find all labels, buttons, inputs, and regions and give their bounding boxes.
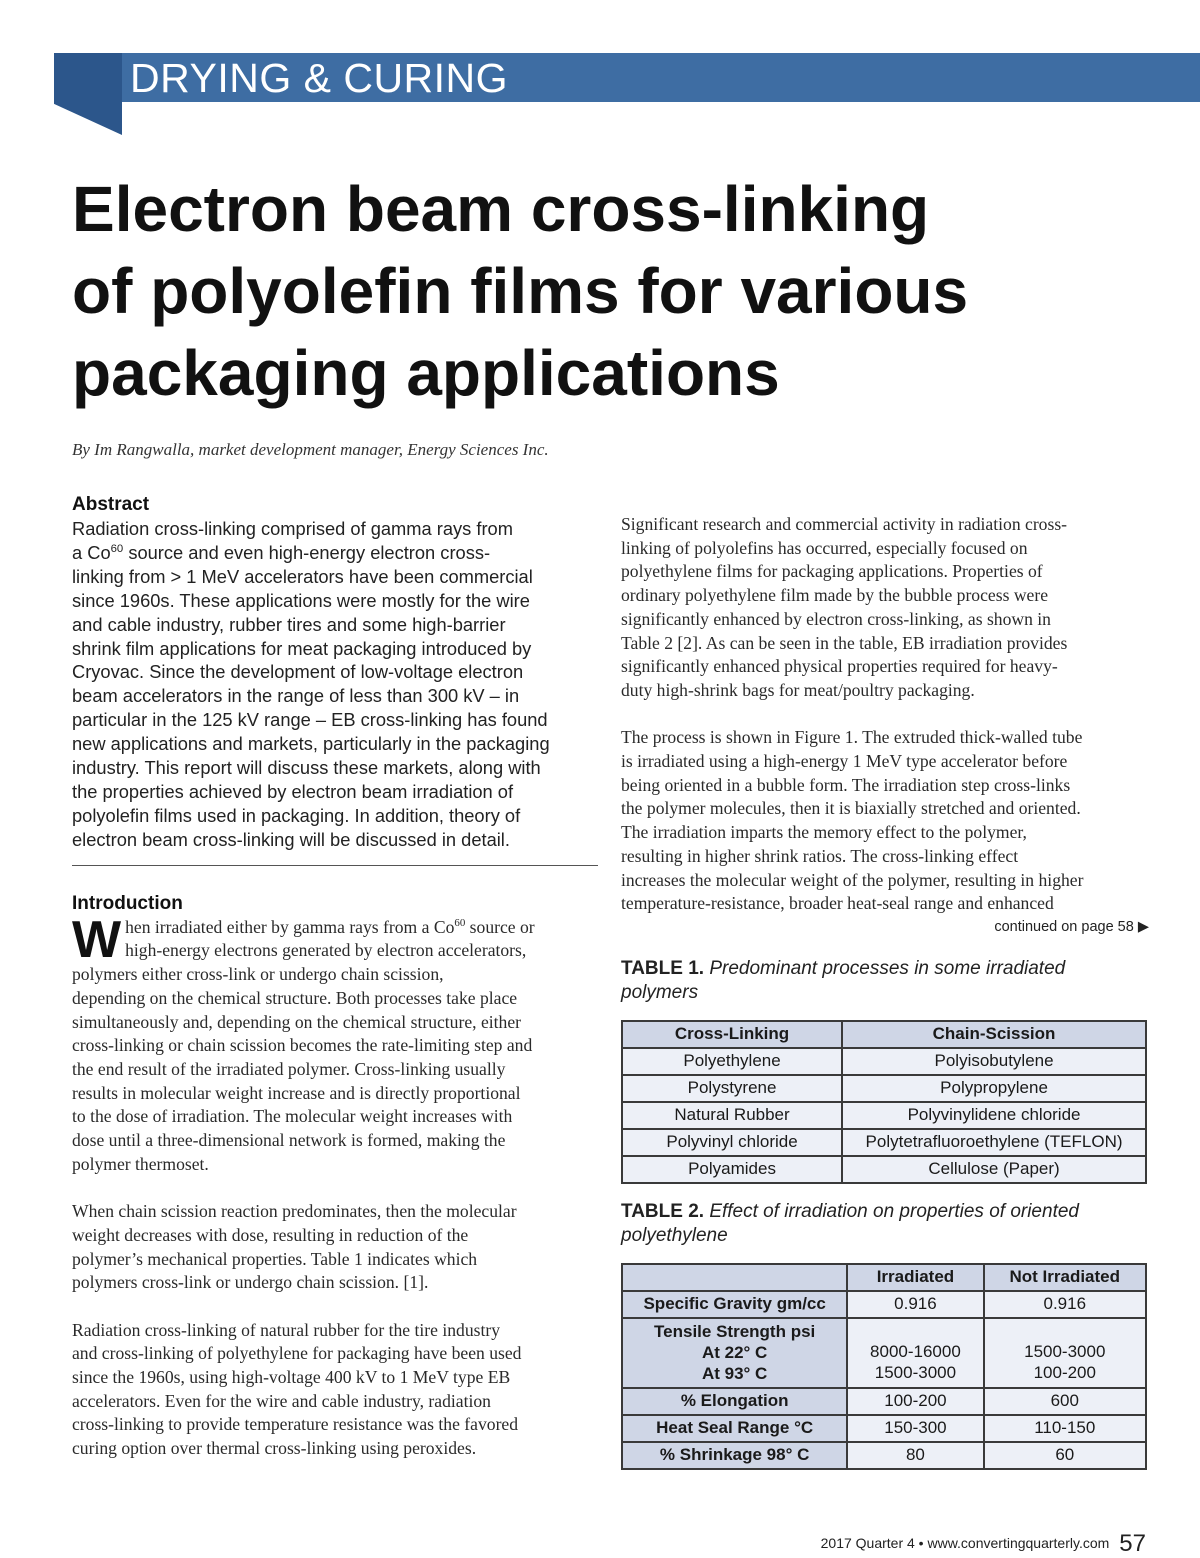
table-header: Cross-Linking <box>622 1021 842 1048</box>
abstract-fragment: source and even high-energy electron cross- <box>123 541 491 563</box>
title-line: Electron beam cross-linking <box>72 173 930 245</box>
abstract-line: new applications and markets, particularly in the packaging <box>72 733 550 755</box>
left-column <box>72 493 600 1461</box>
body-line: polymers either cross-link or undergo chain scission, <box>72 964 444 985</box>
table-cell: 80 <box>847 1442 983 1469</box>
abstract-line: linking from > 1 MeV accelerators have been commercial <box>72 565 533 587</box>
body-line: significantly enhanced physical properties required for heavy- <box>621 656 1058 677</box>
body-line: depending on the chemical structure. Both processes take place <box>72 987 518 1008</box>
body-line: and cross-linking of polyethylene for packaging have been used <box>72 1343 522 1364</box>
abstract-text <box>72 517 600 852</box>
superscript: 60 <box>110 542 124 555</box>
abstract-line: Radiation cross-linking comprised of gamma rays from <box>72 518 513 539</box>
table-cell: Polyethylene <box>622 1048 842 1075</box>
body-line: accelerators. Even for the wire and cable industry, radiation <box>72 1390 491 1411</box>
table-cell: Polystyrene <box>622 1075 842 1102</box>
table2-label: TABLE 2. <box>621 1200 705 1222</box>
page-number: 57 <box>1119 1530 1146 1557</box>
banner-tab-shape <box>54 53 122 135</box>
abstract-line: Cryovac. Since the development of low-voltage electron <box>72 661 524 683</box>
abstract-fragment: a Co <box>72 541 111 563</box>
table-header: Chain-Scission <box>842 1021 1146 1048</box>
abstract-heading: Abstract <box>72 494 150 515</box>
row-label: % Shrinkage 98° C <box>622 1442 847 1469</box>
table1 <box>621 1020 1147 1184</box>
table-cell: 600 <box>984 1388 1146 1415</box>
right-column <box>621 513 1149 1470</box>
table-header: Not Irradiated <box>984 1264 1146 1291</box>
article-title <box>72 168 1072 414</box>
abstract-line: and cable industry, rubber tires and some high-barrier <box>72 613 506 635</box>
table-cell: Polyvinylidene chloride <box>842 1102 1146 1129</box>
body-line: being oriented in a bubble form. The irradiation step cross-links <box>621 774 1071 795</box>
abstract-line <box>72 541 600 565</box>
body-line: dose until a three-dimensional network is formed, making the <box>72 1130 506 1151</box>
body-line: polyethylene films for packaging applications. Properties of <box>621 561 1043 582</box>
body-line: simultaneously and, depending on the chemical structure, either <box>72 1011 521 1032</box>
body-line: increases the molecular weight of the polymer, resulting in higher <box>621 869 1084 890</box>
body-line: polymer’s mechanical properties. Table 1 indicates which <box>72 1248 478 1269</box>
body-line: cross-linking or chain scission becomes the rate-limiting step and <box>72 1035 533 1056</box>
table2-caption-text: polyethylene <box>621 1224 728 1246</box>
table-row <box>622 1129 1146 1156</box>
abstract-line: electron beam cross-linking will be discussed in detail. <box>72 828 510 850</box>
table-row <box>622 1388 1146 1415</box>
table2-caption-text: Effect of irradiation on properties of oriented <box>704 1200 1079 1222</box>
abstract-line: shrink film applications for meat packaging introduced by <box>72 637 532 659</box>
table1-label: TABLE 1. <box>621 957 705 979</box>
introduction-heading: Introduction <box>72 892 183 914</box>
table2-caption <box>621 1200 1149 1248</box>
cell-line: 1500-3000 <box>1024 1341 1106 1361</box>
table1-caption-text: polymers <box>621 981 699 1003</box>
body-line: ordinary polyethylene film made by the bubble process were <box>621 585 1049 606</box>
row-label: Specific Gravity gm/cc <box>622 1291 847 1318</box>
body-line: The irradiation imparts the memory effect to the polymer, <box>621 822 1027 843</box>
row-label-line: At 93° C <box>701 1364 768 1384</box>
abstract-line: since 1960s. These applications were mostly for the wire <box>72 589 530 611</box>
table-cell: Natural Rubber <box>622 1102 842 1129</box>
table-row <box>622 1102 1146 1129</box>
body-line: The process is shown in Figure 1. The extruded thick-walled tube <box>621 727 1083 748</box>
table-row <box>622 1075 1146 1102</box>
table-cell: Polytetrafluoroethylene (TEFLON) <box>842 1129 1146 1156</box>
section-divider <box>72 865 598 866</box>
cell-line: 1500-3000 <box>874 1362 957 1382</box>
cell-line: 8000-16000 <box>870 1341 961 1361</box>
body-line: Significant research and commercial activity in radiation cross- <box>621 514 1068 534</box>
table1-caption-text: Predominant processes in some irradiated <box>704 957 1066 979</box>
page-footer <box>821 1530 1146 1558</box>
superscript: 60 <box>454 916 466 929</box>
table-cell: 150-300 <box>847 1415 983 1442</box>
body-line: is irradiated using a high-energy 1 MeV type accelerator before <box>621 751 1068 772</box>
body-line: high-energy electrons generated by electron accelerators, <box>125 940 527 961</box>
table-cell: Cellulose (Paper) <box>842 1156 1146 1183</box>
table-header-row <box>622 1264 1146 1291</box>
body-line: Radiation cross-linking of natural rubber for the tire industry <box>72 1319 501 1340</box>
body-line: linking of polyolefins has occurred, especially focused on <box>621 537 1028 558</box>
abstract-line: polyolefin films used in packaging. In addition, theory of <box>72 804 521 826</box>
table-cell: Polyisobutylene <box>842 1048 1146 1075</box>
abstract-line: beam accelerators in the range of less than 300 kV – in <box>72 685 520 707</box>
table-row <box>622 1156 1146 1183</box>
section-title: DRYING & CURING <box>130 55 509 101</box>
table-row <box>622 1442 1146 1469</box>
right-body-text <box>621 513 1149 916</box>
cell-line: 100-200 <box>1033 1362 1096 1382</box>
body-line: significantly enhanced by electron cross-linking, as shown in <box>621 608 1051 629</box>
body-line: resulting in higher shrink ratios. The cross-linking effect <box>621 845 1019 866</box>
continued-link[interactable]: continued on page 58 ▶ <box>994 918 1149 935</box>
body-line: results in molecular weight increase and is directly proportional <box>72 1082 521 1103</box>
drop-cap: W <box>72 910 122 969</box>
table-cell: Polypropylene <box>842 1075 1146 1102</box>
table-header-row <box>622 1021 1146 1048</box>
table-row <box>622 1415 1146 1442</box>
body-line: Table 2 [2]. As can be seen in the table, EB irradiation provides <box>621 632 1068 653</box>
table-row <box>622 1048 1146 1075</box>
table-cell: 0.916 <box>984 1291 1146 1318</box>
body-line: to the dose of irradiation. The molecular weight increases with <box>72 1106 513 1127</box>
body-line: cross-linking to provide temperature resistance was the favored <box>72 1414 519 1435</box>
table-cell: 60 <box>984 1442 1146 1469</box>
body-line: the end result of the irradiated polymer. Cross-linking usually <box>72 1058 506 1079</box>
table-cell: Polyvinyl chloride <box>622 1129 842 1156</box>
body-line: duty high-shrink bags for meat/poultry packaging. <box>621 679 975 700</box>
row-label-line: Tensile Strength psi <box>654 1322 816 1342</box>
abstract-line: particular in the 125 kV range – EB cross-linking has found <box>72 709 548 731</box>
table2 <box>621 1263 1147 1470</box>
body-fragment: source or <box>465 916 535 937</box>
body-fragment: hen irradiated either by gamma rays from a Co <box>125 916 455 937</box>
body-line: since the 1960s, using high-voltage 400 kV to 1 MeV type EB <box>72 1367 511 1388</box>
table-cell: 0.916 <box>847 1291 983 1318</box>
body-line <box>72 916 600 940</box>
row-label: Heat Seal Range °C <box>622 1415 847 1442</box>
introduction-text <box>72 910 600 1461</box>
table-cell: 110-150 <box>984 1415 1146 1442</box>
abstract-line: the properties achieved by electron beam irradiation of <box>72 780 514 802</box>
row-label-line: At 22° C <box>701 1343 768 1363</box>
body-line: When chain scission reaction predominates, then the molecular <box>72 1201 517 1222</box>
table-row <box>622 1291 1146 1318</box>
footer-text: 2017 Quarter 4 • www.convertingquarterly.com <box>820 1535 1110 1551</box>
body-line: curing option over thermal cross-linking using peroxides. <box>72 1438 477 1459</box>
table-cell <box>984 1318 1146 1388</box>
title-line: of polyolefin films for various <box>72 255 969 327</box>
body-line: temperature-resistance, broader heat-seal range and enhanced <box>621 893 1054 914</box>
table-row <box>622 1318 1146 1388</box>
table-corner <box>622 1264 847 1291</box>
body-line: polymers cross-link or undergo chain scission. [1]. <box>72 1272 429 1293</box>
row-label: % Elongation <box>622 1388 847 1415</box>
byline: By Im Rangwalla, market development manager, Energy Sciences Inc. <box>72 440 549 459</box>
body-line: polymer thermoset. <box>72 1153 209 1174</box>
abstract-line: industry. This report will discuss these markets, along with <box>72 757 541 779</box>
table-cell <box>847 1318 983 1388</box>
body-line: weight decreases with dose, resulting in reduction of the <box>72 1224 469 1245</box>
title-line: packaging applications <box>72 337 780 409</box>
table-cell: 100-200 <box>847 1388 983 1415</box>
table1-caption <box>621 957 1149 1005</box>
table-cell: Polyamides <box>622 1156 842 1183</box>
row-label <box>622 1318 847 1388</box>
table-header: Irradiated <box>847 1264 983 1291</box>
body-line: the polymer molecules, then it is biaxially stretched and oriented. <box>621 798 1081 819</box>
